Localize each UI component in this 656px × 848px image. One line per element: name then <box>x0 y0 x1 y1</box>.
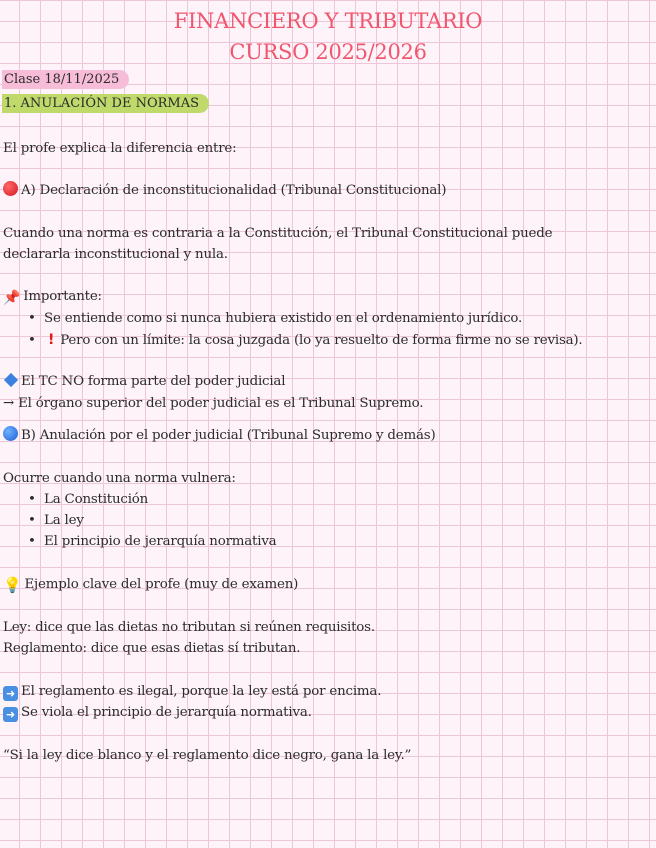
important-bullet-1: • Se entiende como si nunca hubiera existido en el ordenamiento jurídico. <box>28 311 523 326</box>
pushpin-icon: 📌 <box>3 290 21 306</box>
important-bullet-1-text: Se entiende como si nunca hubiera existido en el ordenamiento jurídico. <box>44 311 523 326</box>
tc-note <box>3 372 285 392</box>
right-arrow-icon: ➜ <box>3 686 18 701</box>
item-a <box>3 181 446 201</box>
item-b <box>3 426 436 446</box>
title-line-1: FINANCIERO Y TRIBUTARIO <box>173 9 483 33</box>
blue-circle-icon <box>3 426 18 441</box>
item-b-text: B) Anulación por el poder judicial (Tribunal Supremo y demás) <box>21 428 436 443</box>
important-label: Importante: <box>23 289 102 304</box>
paragraph-a-line-1: Cuando una norma es contraria a la Constitución, el Tribunal Constitucional puede <box>3 226 553 241</box>
important-label-row <box>3 287 102 308</box>
occurs-bullet-3-text: El principio de jerarquía normativa <box>44 534 277 549</box>
occurs-bullet-2-text: La ley <box>44 513 84 528</box>
tc-note-text: El TC NO forma parte del poder judicial <box>21 374 286 389</box>
paragraph-a-line-2: declararla inconstitucional y nula. <box>3 247 228 262</box>
important-bullet-2: • ! Pero con un límite: la cosa juzgada (lo ya resuelto de forma firme no se revisa). <box>28 332 583 348</box>
conclusion-2 <box>3 703 312 723</box>
occurs-bullet-3: • El principio de jerarquía normativa <box>28 534 277 549</box>
occurs-bullet-1: • La Constitución <box>28 492 149 507</box>
item-a-text: A) Declaración de inconstitucionalidad (Tribunal Constitucional) <box>21 183 447 198</box>
conclusion-2-text: Se viola el principio de jerarquía normativa. <box>21 705 312 720</box>
example-label: Ejemplo clave del profe (muy de examen) <box>24 577 299 592</box>
arrow-note: → El órgano superior del poder judicial es el Tribunal Supremo. <box>3 396 424 411</box>
conclusion-1 <box>3 682 381 702</box>
class-date: Clase 18/11/2025 <box>2 70 129 89</box>
important-bullet-2-text: Pero con un límite: la cosa juzgada (lo ya resuelto de forma firme no se revisa). <box>60 333 583 348</box>
occurs-label: Ocurre cuando una norma vulnera: <box>3 471 236 486</box>
example-label-row <box>3 575 298 595</box>
quote: “Si la ley dice blanco y el reglamento dice negro, gana la ley.” <box>3 748 412 763</box>
intro-text: El profe explica la diferencia entre: <box>3 141 237 156</box>
occurs-bullet-1-text: La Constitución <box>44 492 149 507</box>
lightbulb-icon: 💡 <box>3 576 22 594</box>
right-arrow-icon: ➜ <box>3 707 18 722</box>
law-line: Ley: dice que las dietas no tributan si reúnen requisitos. <box>3 620 375 635</box>
section-heading: 1. ANULACIÓN DE NORMAS <box>2 94 209 113</box>
blue-diamond-icon <box>4 373 18 387</box>
occurs-bullet-2: • La ley <box>28 513 84 528</box>
regulation-line: Reglamento: dice que esas dietas sí tributan. <box>3 641 301 656</box>
conclusion-1-text: El reglamento es ilegal, porque la ley está por encima. <box>21 684 382 699</box>
exclamation-icon: ! <box>48 332 55 348</box>
red-circle-icon <box>3 181 18 196</box>
title-line-2: CURSO 2025/2026 <box>229 40 427 64</box>
